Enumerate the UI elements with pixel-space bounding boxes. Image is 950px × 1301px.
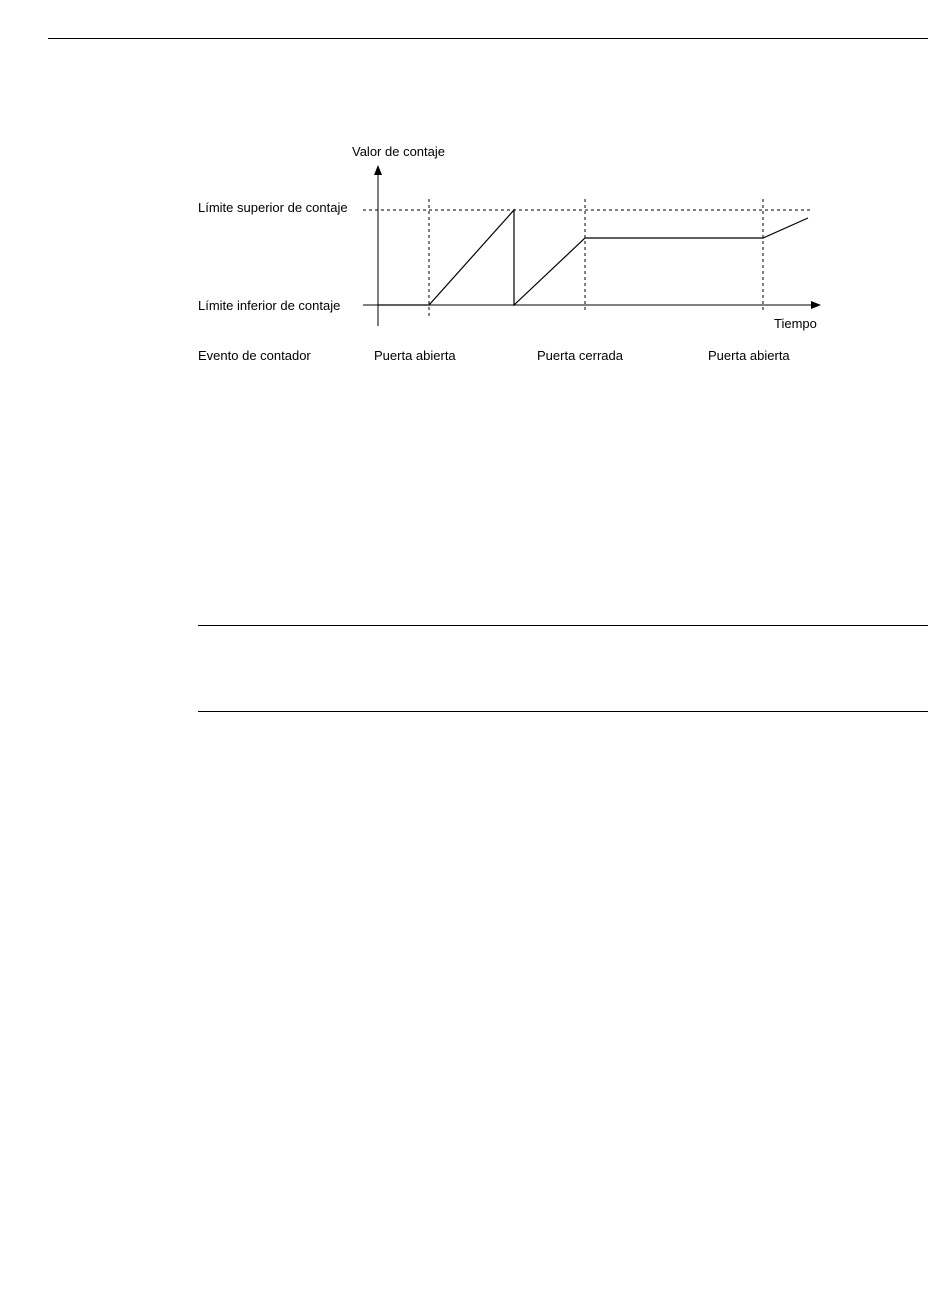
y-axis-label: Valor de contaje [352, 144, 445, 159]
note-box-bottom-rule [198, 711, 928, 712]
count-value-curve [378, 210, 808, 305]
event-label-gate-closed: Puerta cerrada [537, 348, 623, 363]
counting-diagram [0, 0, 950, 400]
event-label-gate-open-1: Puerta abierta [374, 348, 456, 363]
event-label-gate-open-2: Puerta abierta [708, 348, 790, 363]
x-axis-label: Tiempo [774, 316, 817, 331]
note-box-top-rule [198, 625, 928, 626]
upper-limit-label: Límite superior de contaje [198, 200, 348, 215]
lower-limit-label: Límite inferior de contaje [198, 298, 341, 313]
event-row-label: Evento de contador [198, 348, 311, 363]
